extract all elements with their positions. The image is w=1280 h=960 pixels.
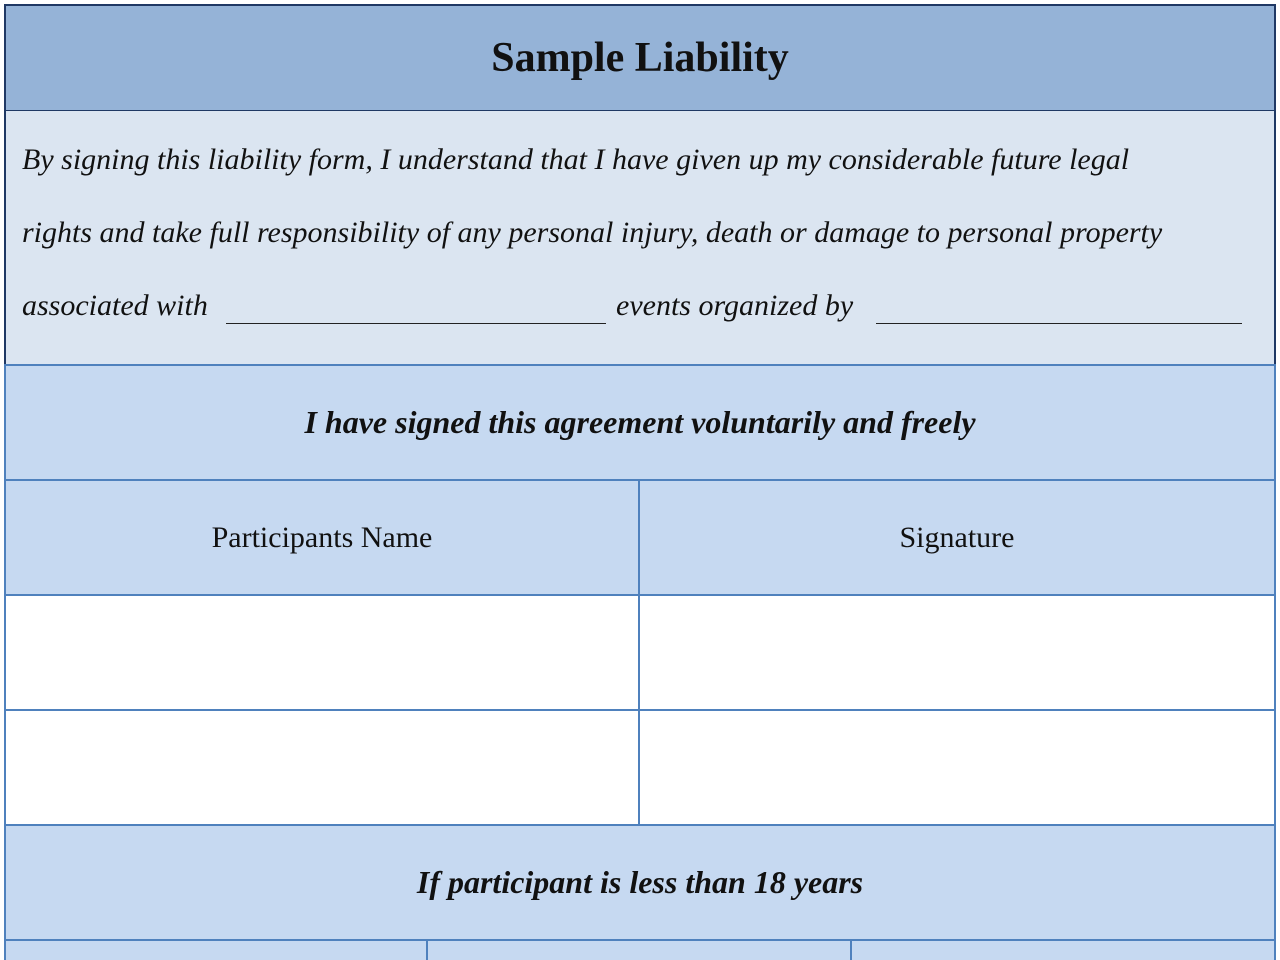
intro-line-3-start: associated with <box>22 289 208 322</box>
intro-statement <box>4 111 1276 366</box>
minor-heading: If participant is less than 18 years <box>416 864 864 900</box>
participant-name-cell[interactable] <box>4 709 640 826</box>
column-header-signature <box>638 479 1276 596</box>
column-header-label: Participants Name <box>211 520 433 554</box>
activity-blank[interactable] <box>226 323 606 324</box>
organizer-blank[interactable] <box>876 323 1242 324</box>
column-header-participant-name <box>4 479 640 596</box>
column-header-label: Signature <box>899 520 1015 554</box>
form-title: Sample Liability <box>491 35 789 81</box>
minor-heading-band <box>4 824 1276 941</box>
minor-column-2 <box>426 939 852 960</box>
intro-line-3-middle: events organized by <box>616 289 854 322</box>
participant-name-cell[interactable] <box>4 594 640 711</box>
agreement-heading: I have signed this agreement voluntarily and freely <box>304 404 976 440</box>
signature-cell[interactable] <box>638 709 1276 826</box>
intro-line-1: By signing this liability form, I understand that I have given up my considerable future legal <box>22 143 1130 176</box>
intro-line-2: rights and take full responsibility of any personal injury, death or damage to personal property <box>22 216 1163 249</box>
minor-column-3 <box>850 939 1276 960</box>
signature-cell[interactable] <box>638 594 1276 711</box>
title-band <box>4 4 1276 112</box>
minor-column-1 <box>4 939 428 960</box>
agreement-heading-band <box>4 364 1276 481</box>
